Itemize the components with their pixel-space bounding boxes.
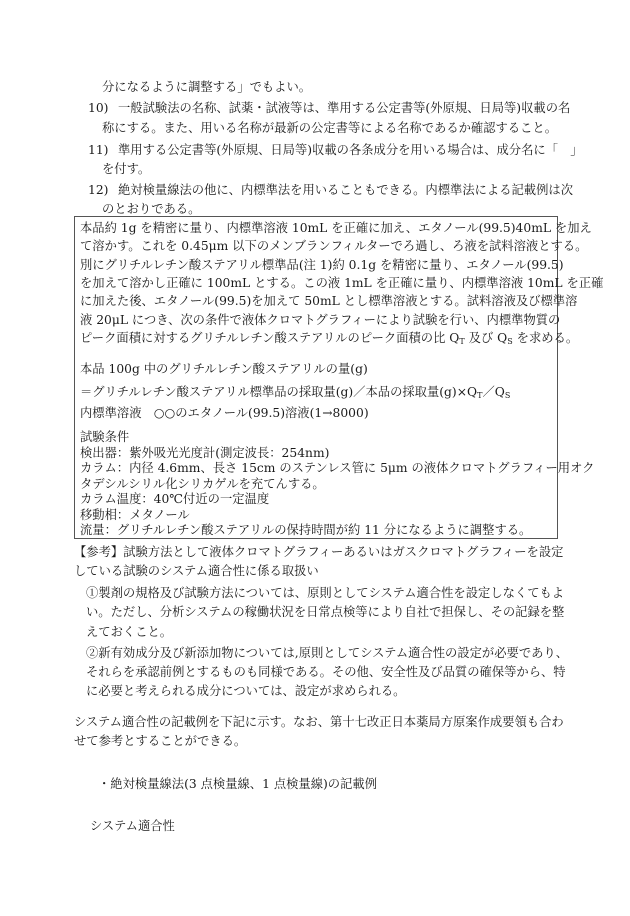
condition-line: 検出器：紫外吸光光度計(測定波長：254nm) — [80, 445, 330, 460]
item-text: のとおりである。 — [102, 202, 201, 216]
box-paragraph-line: 液 20μL につき、次の条件で液体クロマトグラフィーにより試験を行い、内標準物質の — [80, 313, 561, 327]
conditions-title: 試験条件 — [80, 430, 130, 444]
condition-line: カラム：内径 4.6mm、長さ 15cm のステンレス管に 5μm の液体クロマトグラフィー用オク — [80, 461, 595, 475]
text: ／Q — [482, 385, 505, 399]
bullet-item: ・絶対検量線法(3 点検量線、1 点検量線)の記載例 — [98, 777, 377, 791]
item-number: 12) — [88, 183, 109, 197]
internal-standard: 内標準溶液 ○○のエタノール(99.5)溶液(1→8000) — [80, 406, 369, 420]
item-text: を付す。 — [102, 162, 151, 176]
item-number: 11) — [88, 143, 109, 157]
closing-line: せて参考とすることができる。 — [74, 734, 247, 748]
closing-line: システム適合性の記載例を下記に示す。なお、第十七改正日本薬局方原案作成要領も合わ — [74, 715, 564, 729]
box-paragraph-line: 別にグリチルレチン酸ステアリル標準品(注 1)約 0.1g を精密に量り、エタノール(99.5) — [80, 258, 564, 272]
condition-line: 流量：グリチルレチン酸ステアリルの保持時間が約 11 分になるように調整する。 — [80, 523, 532, 537]
subscript: S — [504, 391, 511, 400]
text: ピーク面積に対するグリチルレチン酸ステアリルのピーク面積の比 Q — [80, 331, 460, 345]
box-paragraph-last-line — [80, 330, 578, 346]
reference-line: 【参考】試験方法として液体クロマトグラフィーあるいはガスクロマトグラフィーを設定 — [74, 545, 564, 559]
item-text: 準用する公定書等(外原規、日局等)収載の各条成分を用いる場合は、成分名に「 」 — [118, 143, 583, 157]
box-paragraph-line: 本品約 1g を精密に量り、内標準溶液 10mL を正確に加え、エタノール(99.5)40mL を加え — [80, 221, 592, 235]
reference-line: それらを承認前例とするものも同様である。その他、安全性及び品質の確保等から、特 — [86, 665, 566, 679]
subscript: T — [459, 337, 465, 346]
subscript: T — [477, 391, 483, 400]
reference-line: している試験のシステム適合性に係る取扱い — [74, 564, 319, 578]
text: を求める。 — [512, 331, 579, 345]
intro-tail: 分になるように調整する」でもよい。 — [102, 80, 312, 94]
item-text: 称にする。また、用いる名称が最新の公定書等による名称であるか確認すること。 — [102, 121, 557, 135]
amount-label: 本品 100g 中のグリチルレチン酸ステアリルの量(g) — [80, 362, 368, 376]
reference-line: ①製剤の規格及び試験方法については、原則としてシステム適合性を設定しなくてもよ — [86, 586, 565, 600]
section-heading: システム適合性 — [90, 819, 175, 833]
condition-line: タデシルシリル化シリカゲルを充てんする。 — [80, 476, 325, 491]
condition-line: 移動相：メタノール — [80, 507, 190, 522]
reference-line: えておくこと。 — [86, 625, 173, 639]
reference-line: に必要と考えられる成分については、設定が求められる。 — [86, 684, 406, 698]
reference-line: い。ただし、分析システムの稼働状況を日常点検等により自社で担保し、その記録を整 — [86, 605, 565, 619]
item-text: 絶対検量線法の他に、内標準法を用いることもできる。内標準法による記載例は次 — [118, 183, 573, 197]
text: ＝グリチルレチン酸ステアリル標準品の採取量(g)／本品の採取量(g)×Q — [80, 385, 478, 399]
subscript: S — [507, 337, 513, 346]
item-number: 10) — [88, 101, 109, 115]
reference-line: ②新有効成分及び新添加物については,原則としてシステム適合性の設定が必要であり、 — [86, 646, 569, 660]
condition-line: カラム温度：40℃付近の一定温度 — [80, 492, 270, 506]
box-paragraph-line: て溶かす。これを 0.45μm 以下のメンブランフィルターでろ過し、ろ液を試料溶液とする。 — [80, 239, 588, 253]
formula-line — [80, 384, 510, 400]
box-paragraph-line: を加えて溶かし正確に 100mL とする。この液 1mL を正確に量り、内標準溶液 10mL を正確 — [80, 276, 604, 290]
text: 及び Q — [464, 331, 508, 345]
box-paragraph-line: に加えた後、エタノール(99.5)を加えて 50mL とし標準溶液とする。試料溶液及び標準溶 — [80, 294, 578, 308]
item-text: 一般試験法の名称、試薬・試液等は、準用する公定書等(外原規、日局等)収載の名 — [118, 101, 571, 115]
